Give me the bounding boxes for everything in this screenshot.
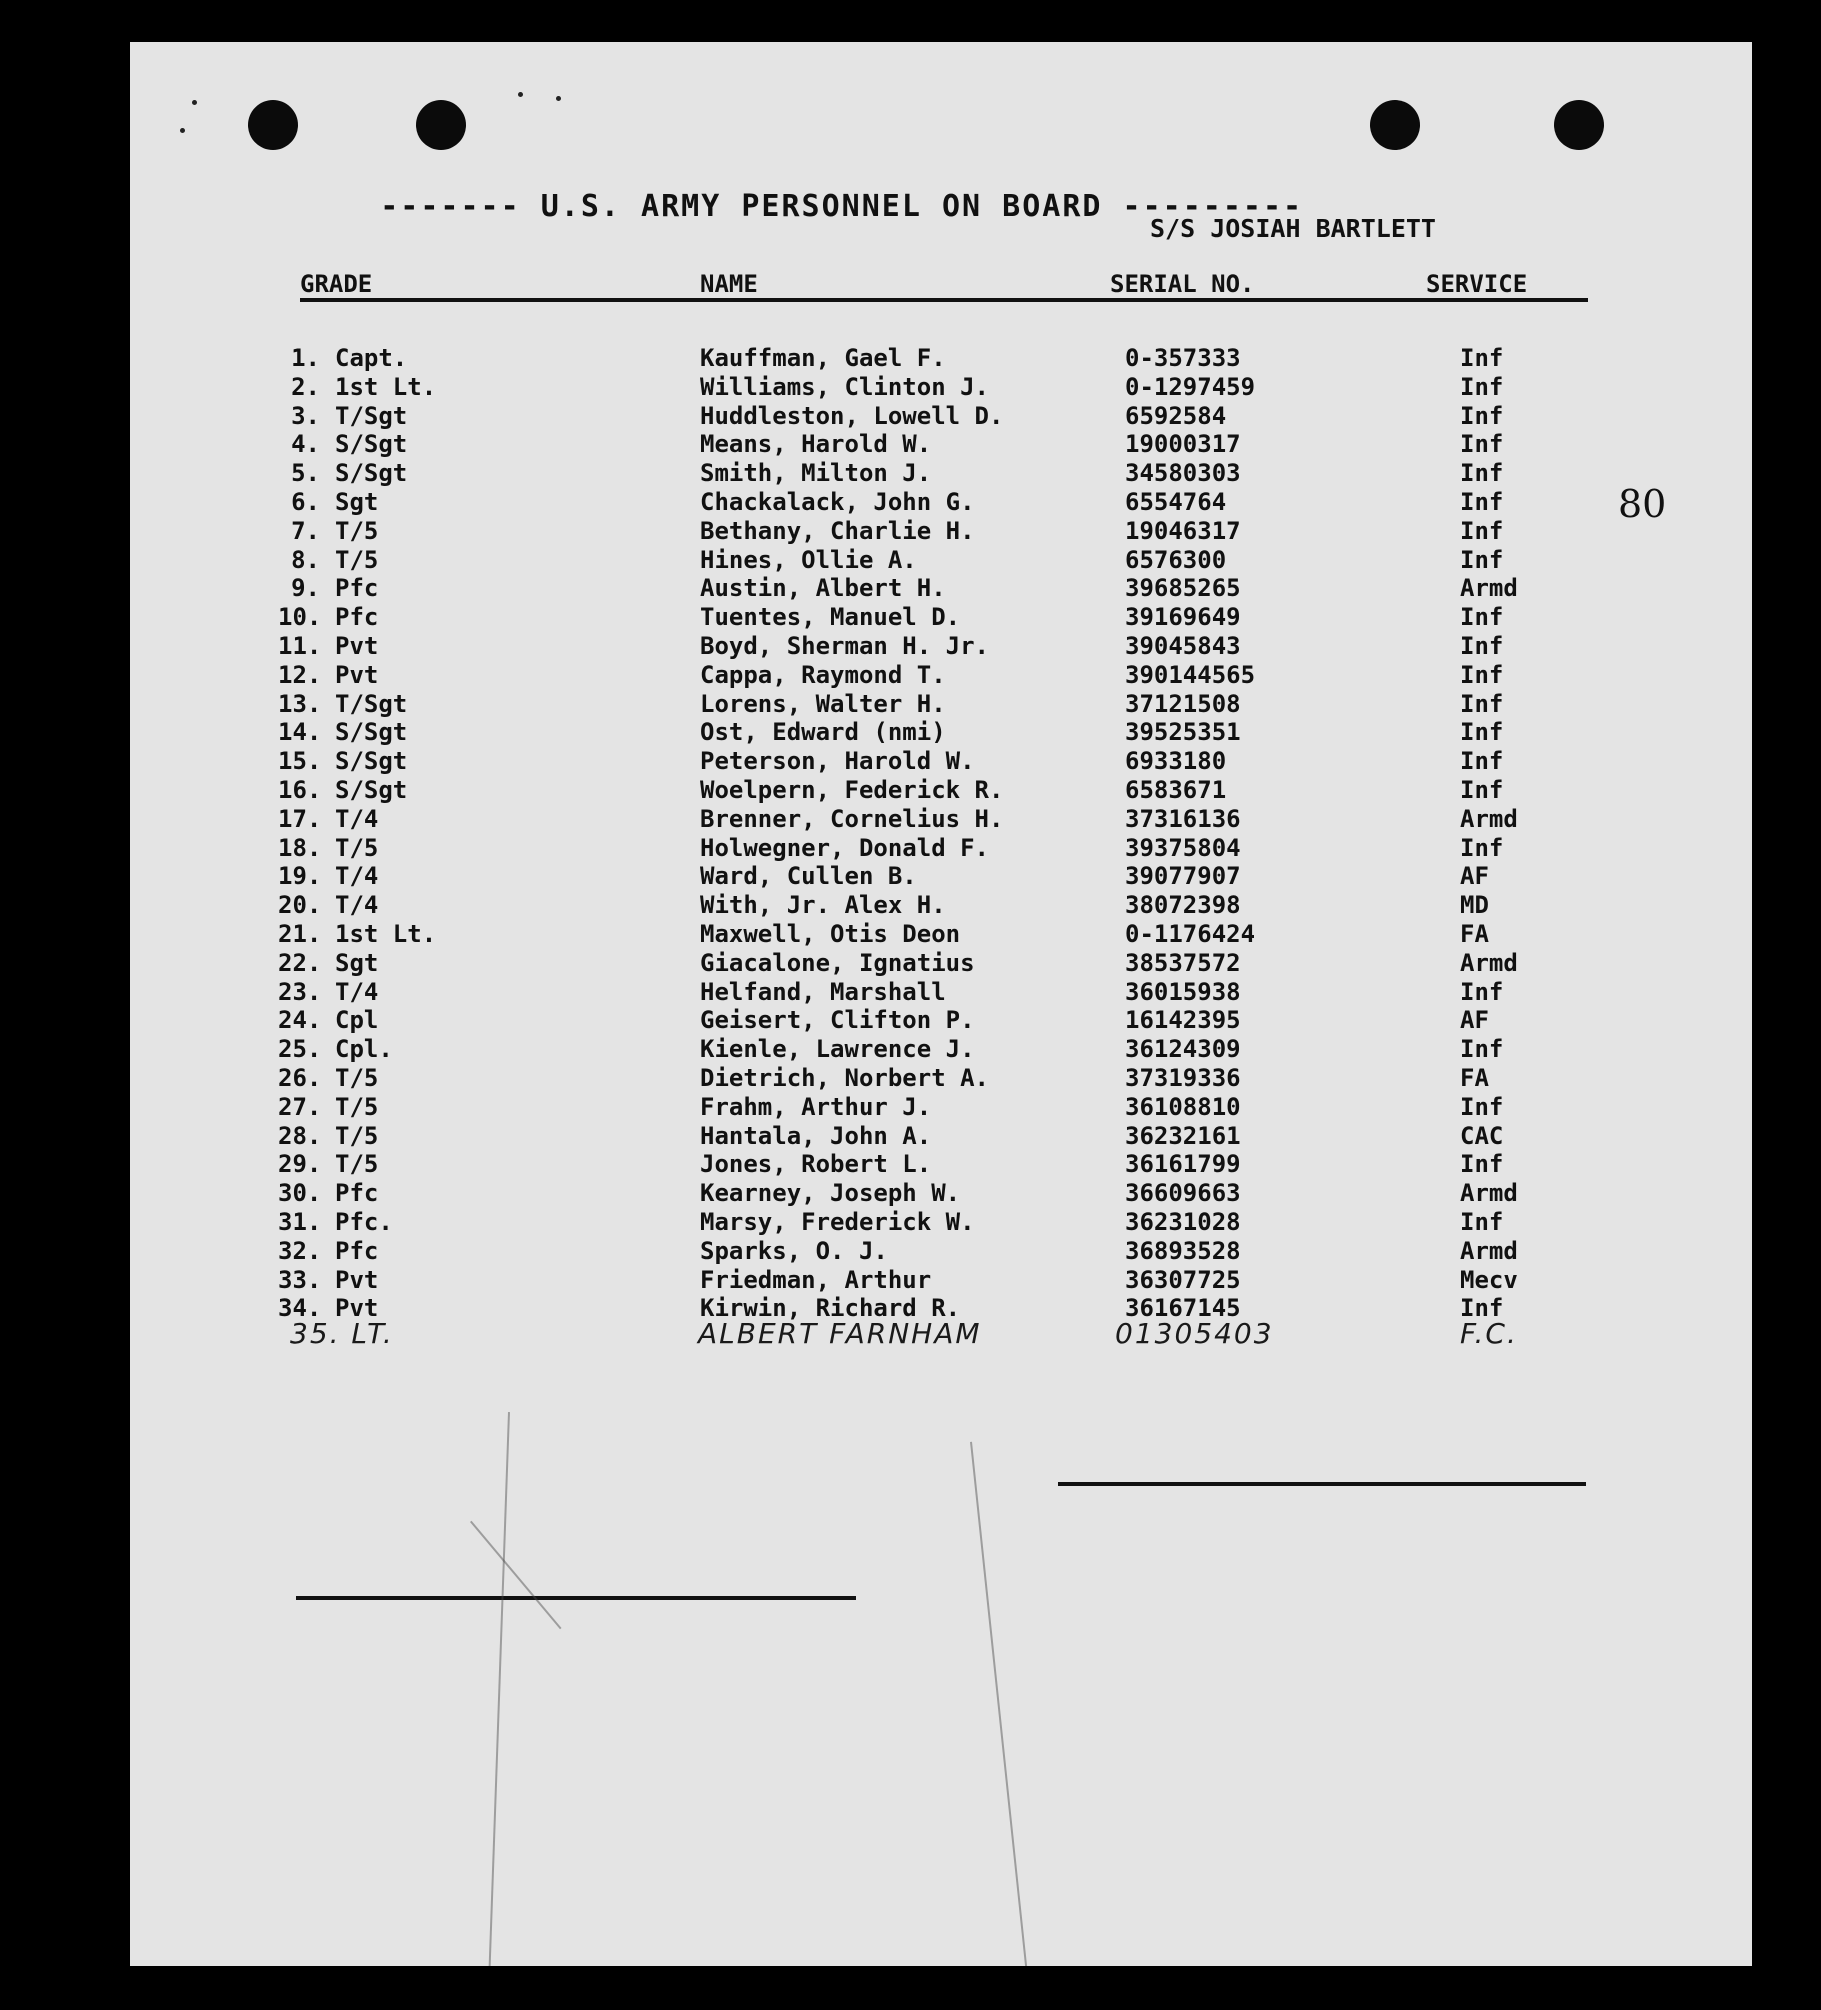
row-service: Inf (1460, 401, 1504, 430)
row-name: Kearney, Joseph W. (700, 1179, 961, 1208)
row-name: Woelpern, Federick R. (700, 776, 1004, 804)
row-serial: 37319336 (1125, 1064, 1241, 1092)
row-name: Kienle, Lawrence J. (700, 1035, 975, 1064)
table-row (130, 805, 1752, 833)
row-number: 13. (278, 689, 322, 718)
row-grade: 1st Lt. (335, 372, 437, 401)
document-page (130, 42, 1752, 1966)
row-serial: 6554764 (1125, 488, 1227, 516)
paper-crease (970, 1442, 1028, 1966)
row-serial: 36124309 (1125, 1035, 1241, 1064)
row-number: 20. (278, 891, 322, 920)
row-serial: 39525351 (1125, 718, 1241, 747)
table-row (130, 373, 1752, 401)
row-grade: T/Sgt (335, 689, 408, 718)
row-name: Jones, Robert L. (700, 1150, 932, 1179)
paper-crease (488, 1412, 510, 1966)
row-service: Inf (1460, 977, 1504, 1006)
row-service: FA (1460, 920, 1489, 948)
punch-hole (416, 100, 466, 150)
row-number: 28. (278, 1121, 322, 1150)
header-rule (300, 298, 1588, 302)
row-grade: T/Sgt (335, 401, 408, 430)
row-serial: 39375804 (1125, 833, 1241, 862)
row-name: Austin, Albert H. (700, 574, 946, 603)
table-row (130, 1035, 1752, 1063)
row-name: Maxwell, Otis Deon (700, 920, 961, 948)
title-dashes-left: ------- (380, 189, 541, 224)
row-name: Frahm, Arthur J. (700, 1092, 932, 1121)
row-grade: Pfc (335, 574, 379, 603)
signature-line-right (1058, 1482, 1586, 1486)
row-serial: 37121508 (1125, 689, 1241, 718)
table-row (130, 488, 1752, 516)
row-service: Inf (1460, 1035, 1504, 1064)
row-serial: 390144565 (1125, 660, 1256, 689)
row-number: 33. (278, 1265, 322, 1294)
row-name: Brenner, Cornelius H. (700, 804, 1004, 833)
row-service: Mecv (1460, 1265, 1518, 1294)
row-number: 34. (278, 1294, 322, 1323)
row-grade: Pfc (335, 1236, 379, 1265)
row-name: Friedman, Arthur (700, 1265, 932, 1294)
row-name: Means, Harold W. (700, 430, 932, 459)
row-service: Inf (1460, 1092, 1504, 1121)
row-service: Armd (1460, 1179, 1518, 1208)
row-number: 31. (278, 1208, 322, 1236)
row-name: Bethany, Charlie H. (700, 516, 975, 545)
row-serial: 19046317 (1125, 516, 1241, 545)
row-serial: 16142395 (1125, 1006, 1241, 1035)
row-number: 5. (291, 459, 320, 488)
row-number: 11. (278, 632, 322, 660)
row-service: Inf (1460, 545, 1504, 574)
ink-speck (180, 128, 185, 133)
row-name: Huddleston, Lowell D. (700, 401, 1004, 430)
row-service: Inf (1460, 1150, 1504, 1179)
row-service: Inf (1460, 689, 1504, 718)
row-name: Hantala, John A. (700, 1121, 932, 1150)
handwritten-row (130, 1317, 1752, 1350)
row-number: 27. (278, 1092, 322, 1121)
row-name: Helfand, Marshall (700, 977, 946, 1006)
row-number: 2. (291, 372, 320, 401)
row-service: FA (1460, 1064, 1489, 1092)
row-name: Holwegner, Donald F. (700, 833, 989, 862)
punch-hole (248, 100, 298, 150)
row-grade: S/Sgt (335, 776, 408, 804)
row-serial: 39045843 (1125, 632, 1241, 660)
row-serial: 38537572 (1125, 948, 1241, 977)
row-serial: 36231028 (1125, 1208, 1241, 1236)
row-name: Sparks, O. J. (700, 1236, 888, 1265)
row-serial: 39077907 (1125, 862, 1241, 891)
row-grade: T/4 (335, 862, 379, 891)
ink-speck (518, 92, 523, 97)
row-serial: 39685265 (1125, 574, 1241, 603)
row-serial: 0-1297459 (1125, 372, 1256, 401)
row-service: MD (1460, 891, 1489, 920)
row-service: Inf (1460, 488, 1504, 516)
table-row (130, 747, 1752, 775)
row-serial: 6933180 (1125, 747, 1227, 776)
signature-line-left (296, 1596, 856, 1600)
row-serial: 38072398 (1125, 891, 1241, 920)
table-row (130, 1237, 1752, 1265)
punch-hole (1370, 100, 1420, 150)
row-name: Chackalack, John G. (700, 488, 975, 516)
row-grade: Pfc (335, 1179, 379, 1208)
row-number: 23. (278, 977, 322, 1006)
row-grade: T/4 (335, 804, 379, 833)
row-number: 8. (291, 545, 320, 574)
table-row (130, 661, 1752, 689)
row-grade: Sgt (335, 488, 379, 516)
table-row (130, 632, 1752, 660)
table-row (130, 834, 1752, 862)
row-name: Marsy, Frederick W. (700, 1208, 975, 1236)
row-serial: 0-1176424 (1125, 920, 1256, 948)
column-header-name: NAME (700, 270, 758, 298)
row-serial: 39169649 (1125, 603, 1241, 632)
row-name: Tuentes, Manuel D. (700, 603, 961, 632)
row-name: With, Jr. Alex H. (700, 891, 946, 920)
row-grade: Pvt (335, 1294, 379, 1323)
row-name: Smith, Milton J. (700, 459, 932, 488)
row-number: 4. (291, 430, 320, 459)
table-row (130, 978, 1752, 1006)
table-row (130, 690, 1752, 718)
row-name: Kirwin, Richard R. (700, 1294, 961, 1323)
title-text: U.S. ARMY PERSONNEL ON BOARD (540, 189, 1103, 224)
table-row (130, 1064, 1752, 1092)
row-number: 6. (291, 488, 320, 516)
table-row (130, 603, 1752, 631)
row-grade: Sgt (335, 948, 379, 977)
table-row (130, 891, 1752, 919)
row-number: 10. (278, 603, 322, 632)
row-number: 15. (278, 747, 322, 776)
row-grade: T/5 (335, 545, 379, 574)
row-number: 21. (278, 920, 322, 948)
row-service: Inf (1460, 344, 1504, 372)
row-grade: Cpl. (335, 1035, 393, 1064)
row-number: 24. (278, 1006, 322, 1035)
table-row (130, 402, 1752, 430)
table-row (130, 1208, 1752, 1236)
ink-speck (192, 100, 197, 105)
row-service: Inf (1460, 1294, 1504, 1323)
row-name: Cappa, Raymond T. (700, 660, 946, 689)
row-grade: S/Sgt (335, 747, 408, 776)
row-grade: S/Sgt (335, 718, 408, 747)
row-grade: Cpl (335, 1006, 379, 1035)
column-header-service: SERVICE (1426, 270, 1528, 298)
row-grade: T/5 (335, 1092, 379, 1121)
row-number: 9. (291, 574, 320, 603)
row-name: Geisert, Clifton P. (700, 1006, 975, 1035)
handwritten-serial: 01305403 (1115, 1317, 1274, 1350)
table-row (130, 1179, 1752, 1207)
table-row (130, 517, 1752, 545)
row-number: 18. (278, 833, 322, 862)
row-service: Armd (1460, 1236, 1518, 1265)
row-grade: 1st Lt. (335, 920, 437, 948)
row-service: Inf (1460, 776, 1504, 804)
handwritten-service: F.C. (1460, 1317, 1518, 1350)
row-service: Inf (1460, 430, 1504, 459)
row-number: 30. (278, 1179, 322, 1208)
row-number: 29. (278, 1150, 322, 1179)
table-row (130, 546, 1752, 574)
ship-name: S/S JOSIAH BARTLETT (1150, 214, 1436, 243)
row-name: Boyd, Sherman H. Jr. (700, 632, 989, 660)
row-name: Dietrich, Norbert A. (700, 1064, 989, 1092)
row-serial: 37316136 (1125, 804, 1241, 833)
row-service: Armd (1460, 574, 1518, 603)
row-service: Inf (1460, 1208, 1504, 1236)
document-title (300, 154, 1600, 259)
row-number: 14. (278, 718, 322, 747)
row-name: Peterson, Harold W. (700, 747, 975, 776)
row-name: Ward, Cullen B. (700, 862, 917, 891)
table-row (130, 776, 1752, 804)
row-service: Inf (1460, 632, 1504, 660)
column-header-serial: SERIAL NO. (1110, 270, 1255, 298)
row-service: Inf (1460, 660, 1504, 689)
table-row (130, 1150, 1752, 1178)
handwritten-grade: 35. LT. (290, 1317, 394, 1350)
row-grade: T/5 (335, 1150, 379, 1179)
row-serial: 6583671 (1125, 776, 1227, 804)
ink-speck (556, 96, 561, 101)
row-grade: Pvt (335, 632, 379, 660)
table-row (130, 920, 1752, 948)
row-grade: Pfc. (335, 1208, 393, 1236)
row-serial: 36167145 (1125, 1294, 1241, 1323)
table-row (130, 1006, 1752, 1034)
row-service: Armd (1460, 948, 1518, 977)
row-grade: Pvt (335, 1265, 379, 1294)
row-number: 22. (278, 948, 322, 977)
table-row (130, 574, 1752, 602)
row-number: 25. (278, 1035, 322, 1064)
row-serial: 6576300 (1125, 545, 1227, 574)
row-service: Inf (1460, 747, 1504, 776)
row-grade: Pvt (335, 660, 379, 689)
row-grade: T/5 (335, 1121, 379, 1150)
row-number: 1. (291, 344, 320, 372)
row-serial: 36108810 (1125, 1092, 1241, 1121)
row-number: 17. (278, 804, 322, 833)
row-serial: 36893528 (1125, 1236, 1241, 1265)
title-dashes-right: --------- (1102, 189, 1304, 224)
row-grade: T/5 (335, 1064, 379, 1092)
table-row (130, 459, 1752, 487)
row-serial: 36161799 (1125, 1150, 1241, 1179)
row-serial: 19000317 (1125, 430, 1241, 459)
row-number: 16. (278, 776, 322, 804)
paper-crease (470, 1521, 562, 1630)
row-name: Giacalone, Ignatius (700, 948, 975, 977)
row-service: CAC (1460, 1121, 1504, 1150)
row-service: AF (1460, 862, 1489, 891)
row-number: 19. (278, 862, 322, 891)
row-grade: T/5 (335, 516, 379, 545)
row-serial: 36232161 (1125, 1121, 1241, 1150)
row-service: Inf (1460, 833, 1504, 862)
row-number: 7. (291, 516, 320, 545)
row-grade: T/5 (335, 833, 379, 862)
row-service: Inf (1460, 603, 1504, 632)
row-serial: 36609663 (1125, 1179, 1241, 1208)
row-grade: Capt. (335, 344, 408, 372)
row-number: 3. (291, 401, 320, 430)
row-name: Kauffman, Gael F. (700, 344, 946, 372)
punch-hole (1554, 100, 1604, 150)
row-number: 12. (278, 660, 322, 689)
table-row (130, 718, 1752, 746)
row-serial: 34580303 (1125, 459, 1241, 488)
table-row (130, 430, 1752, 458)
row-service: Inf (1460, 459, 1504, 488)
row-service: Inf (1460, 516, 1504, 545)
row-name: Hines, Ollie A. (700, 545, 917, 574)
row-grade: T/4 (335, 977, 379, 1006)
row-serial: 36307725 (1125, 1265, 1241, 1294)
page-number: 80 (1618, 482, 1667, 526)
row-serial: 36015938 (1125, 977, 1241, 1006)
row-number: 32. (278, 1236, 322, 1265)
column-header-grade: GRADE (300, 270, 373, 298)
row-grade: Pfc (335, 603, 379, 632)
row-service: Inf (1460, 718, 1504, 747)
table-row (130, 1093, 1752, 1121)
row-service: Inf (1460, 372, 1504, 401)
table-row (130, 862, 1752, 890)
row-service: AF (1460, 1006, 1489, 1035)
row-serial: 0-357333 (1125, 344, 1241, 372)
row-grade: S/Sgt (335, 459, 408, 488)
row-name: Lorens, Walter H. (700, 689, 946, 718)
row-name: Ost, Edward (nmi) (700, 718, 946, 747)
row-service: Armd (1460, 804, 1518, 833)
handwritten-name: ALBERT FARNHAM (698, 1317, 982, 1350)
row-grade: S/Sgt (335, 430, 408, 459)
table-row (130, 949, 1752, 977)
row-name: Williams, Clinton J. (700, 372, 989, 401)
row-serial: 6592584 (1125, 401, 1227, 430)
row-grade: T/4 (335, 891, 379, 920)
table-row (130, 1122, 1752, 1150)
table-row (130, 344, 1752, 372)
row-number: 26. (278, 1064, 322, 1092)
table-row (130, 1266, 1752, 1294)
